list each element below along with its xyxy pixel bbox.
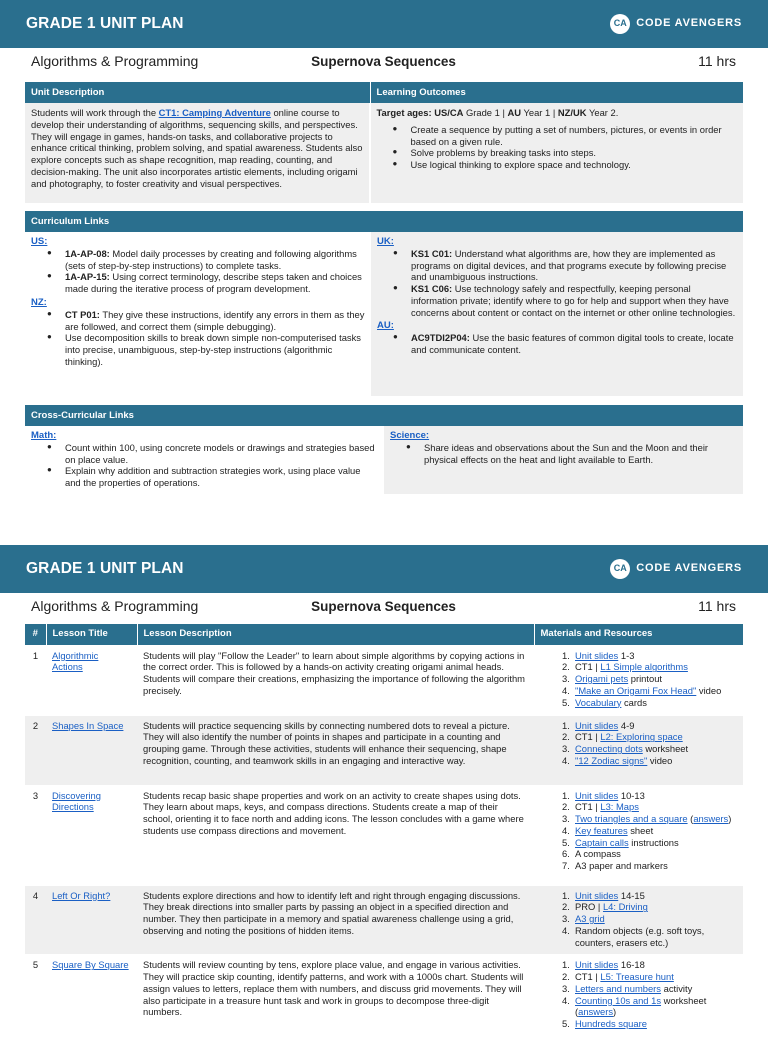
resource-text: instructions bbox=[628, 836, 679, 848]
lesson-description: Students will practice sequencing skills by connecting numbered dots to reveal a picture. They will also identify the number of points in shapes and participate in a counting and grouping game. Through these activities, students will enhance their sequencing, shape recognition, counting, and teamwork skills in an engaging and interactive way. bbox=[137, 715, 534, 785]
cross-curricular-body bbox=[25, 426, 743, 494]
lesson-materials bbox=[534, 885, 743, 955]
col-header-title: Lesson Title bbox=[46, 624, 137, 645]
learning-outcomes bbox=[371, 82, 743, 203]
list-item: ● KS1 C06: Use technology safely and respectfully, keeping personal information private; identify where to go for help and support when they have concerns about content or contact on the internet or other online technologies. bbox=[377, 283, 737, 318]
resource-link[interactable]: Unit slides bbox=[575, 789, 619, 801]
list-item: ● Solve problems by breaking tasks into steps. bbox=[377, 147, 737, 159]
list-item: ● Count within 100, using concrete models or drawings and strategies based on place value. bbox=[31, 442, 378, 466]
lesson-materials bbox=[534, 645, 743, 715]
unit-name: Supernova Sequences bbox=[311, 53, 456, 69]
resource-text: activity bbox=[661, 982, 693, 994]
page-header bbox=[0, 545, 768, 593]
brand-name: CODE AVENGERS bbox=[636, 562, 742, 575]
resource-link[interactable]: L2: Exploring space bbox=[600, 731, 683, 743]
lesson-materials bbox=[534, 715, 743, 785]
list-item: 3. Origami pets printout bbox=[562, 673, 663, 684]
unit-hours: 11 hrs bbox=[698, 598, 736, 615]
lesson-title-link[interactable]: Shapes In Space bbox=[52, 719, 124, 731]
target-ages: Target ages: US/CA Grade 1 | AU Year 1 | NZ/UK Year 2. bbox=[376, 107, 619, 118]
list-item: 3. A3 grid bbox=[562, 913, 605, 924]
resource-text: video bbox=[647, 754, 673, 766]
resource-link[interactable]: Connecting dots bbox=[575, 743, 643, 754]
science-label[interactable]: Science: bbox=[390, 430, 430, 441]
lesson-description: Students will play "Follow the Leader" to learn about simple algorithms by copying actions in the correct order. This is followed by a hands-on activity creating origami animal heads. Students will compare their creations, emphasizing the importance of following the algorithm precisely. bbox=[137, 645, 534, 715]
lesson-materials bbox=[534, 955, 743, 1045]
resource-link[interactable]: Unit slides bbox=[575, 889, 619, 901]
code-avengers-logo-icon: CA bbox=[610, 559, 630, 579]
resource-text: 10-13 bbox=[618, 789, 645, 801]
list-item: 5. Captain calls instructions bbox=[562, 836, 679, 848]
resource-text: 4-9 bbox=[618, 719, 635, 731]
brand-logo bbox=[610, 559, 742, 579]
resource-text: CT1 | bbox=[575, 731, 601, 743]
lesson-title-cell bbox=[46, 885, 137, 955]
lessons-table bbox=[25, 624, 744, 1045]
page-header bbox=[0, 0, 768, 48]
plan-title: GRADE 1 UNIT PLAN bbox=[26, 15, 184, 33]
resource-text: PRO | bbox=[575, 901, 603, 913]
lesson-title-link[interactable]: Left Or Right? bbox=[52, 889, 111, 901]
resource-link[interactable]: Letters and numbers bbox=[575, 982, 661, 994]
course-link[interactable]: CT1: Camping Adventure bbox=[158, 107, 271, 118]
lesson-number: 1 bbox=[25, 645, 46, 715]
resource-text: CT1 | bbox=[575, 801, 601, 813]
unit-name: Supernova Sequences bbox=[311, 598, 456, 614]
resource-text: 1-3 bbox=[618, 649, 635, 661]
list-item: ● Explain why addition and subtraction strategies work, using place value and the properties of operations. bbox=[31, 465, 378, 489]
page-2 bbox=[0, 545, 768, 1029]
list-item: 2. CT1 | L1 Simple algorithms bbox=[562, 661, 688, 673]
list-item: ● CT P01: They give these instructions, identify any errors in them as they are followed, and correct them (simple debugging). bbox=[31, 309, 365, 333]
overview-section bbox=[25, 82, 743, 203]
resource-text: Random objects (e.g. soft toys, counters, erasers etc.) bbox=[575, 924, 705, 948]
lesson-description: Students will review counting by tens, explore place value, and engage in various activities. They will practice skip counting, identify patterns, and work with a 1000s chart. Students will assign values to letters, replace them with numbers, and discuss grid movements. They will also participate in a treasure hunt task and work in groups to decompose three-digit numbers. bbox=[137, 955, 534, 1045]
resource-link[interactable]: Unit slides bbox=[575, 649, 619, 661]
nz-label[interactable]: NZ: bbox=[31, 296, 47, 308]
resource-link[interactable]: Counting 10s and 1s bbox=[575, 994, 662, 1006]
list-item: 3. Letters and numbers activity bbox=[562, 982, 693, 994]
col-header-number: # bbox=[25, 624, 46, 645]
resource-text: cards bbox=[621, 696, 647, 708]
list-item: ● Share ideas and observations about the Sun and the Moon and their physical effects on the heat and light available to Earth. bbox=[390, 442, 737, 466]
list-item: 1. Unit slides 14-15 bbox=[562, 889, 645, 901]
table-header-row bbox=[25, 624, 743, 645]
list-item: 4. Counting 10s and 1s worksheet (answers) bbox=[562, 994, 707, 1018]
list-item: 1. Unit slides 16-18 bbox=[562, 959, 645, 971]
list-item: 3. Connecting dots worksheet bbox=[562, 743, 689, 754]
resource-link[interactable]: Unit slides bbox=[575, 959, 619, 971]
col-header-description: Lesson Description bbox=[137, 624, 534, 645]
course-name: Algorithms & Programming bbox=[31, 53, 199, 70]
resource-text: A3 paper and markers bbox=[575, 860, 668, 871]
list-item: ● 1A-AP-15: Using correct terminology, describe steps taken and choices made during the iterative process of program development. bbox=[31, 271, 365, 295]
page-1 bbox=[0, 0, 768, 500]
lesson-number: 5 bbox=[25, 955, 46, 1045]
curriculum-uk-au bbox=[371, 232, 743, 396]
resource-text: worksheet bbox=[642, 743, 689, 754]
curriculum-links-heading: Curriculum Links bbox=[25, 211, 743, 232]
list-item: 4. Key features sheet bbox=[562, 824, 654, 836]
list-item: 7. A3 paper and markers bbox=[562, 860, 668, 871]
resource-text: ) bbox=[613, 1006, 617, 1018]
resource-link[interactable]: Captain calls bbox=[575, 836, 629, 848]
list-item: 6. A compass bbox=[562, 848, 621, 860]
list-item: 5. Hundreds square bbox=[562, 1018, 647, 1029]
brand-logo bbox=[610, 14, 742, 34]
curriculum-links-body bbox=[25, 232, 743, 396]
list-item: ● KS1 C01: Understand what algorithms are, how they are implemented as programs on digital devices, and that programs execute by following precise and unambiguous instructions. bbox=[377, 248, 737, 283]
resource-link[interactable]: A3 grid bbox=[575, 913, 605, 924]
lesson-materials bbox=[534, 785, 743, 885]
resource-link[interactable]: Vocabulary bbox=[575, 696, 622, 708]
lesson-title-cell bbox=[46, 955, 137, 1045]
us-label[interactable]: US: bbox=[31, 236, 48, 247]
resource-text: CT1 | bbox=[575, 971, 601, 982]
list-item: 4. Random objects (e.g. soft toys, counters, erasers etc.) bbox=[562, 924, 705, 948]
learning-outcomes-body bbox=[371, 103, 743, 203]
cross-curricular-links bbox=[25, 405, 743, 494]
curriculum-us-nz bbox=[25, 232, 371, 396]
lesson-number: 2 bbox=[25, 715, 46, 785]
resource-link[interactable]: Unit slides bbox=[575, 719, 619, 731]
list-item: ● Use decomposition skills to break down simple non-computerised tasks into precise, unambiguous, step-by-step instructions (algorithmic thinking). bbox=[31, 332, 365, 367]
resource-link[interactable]: L3: Maps bbox=[600, 801, 639, 813]
brand-name: CODE AVENGERS bbox=[636, 17, 742, 30]
resource-text: CT1 | bbox=[575, 661, 601, 673]
lesson-title-link[interactable]: Algorithmic Actions bbox=[52, 649, 99, 673]
unit-description-body: Students will work through the CT1: Camping Adventure online course to develop their understanding of algorithms, sequencing skills, and perspectives. They will engage in games, hands-on tasks, and collaborative projects to enhance critical thinking, problem solving, and spatial awareness. Students also explore concepts such as shape recognition, map reading, counting, and decision-making. The unit also incorporates artistic elements, including origami and photography, to foster creativity and visual perspectives. bbox=[25, 103, 370, 203]
resource-text: 16-18 bbox=[618, 959, 645, 971]
unit-hours: 11 hrs bbox=[698, 53, 736, 70]
resource-link[interactable]: L5: Treasure hunt bbox=[600, 971, 674, 982]
list-item: 1. Unit slides 1-3 bbox=[562, 649, 635, 661]
unit-subheader bbox=[0, 49, 768, 75]
lesson-description: Students recap basic shape properties and work on an activity to create shapes using dots. They learn about maps, keys, and compass directions. Students create a map of their school, orienting it to face north and adding icons. The lesson concludes with a game where students use compass directions and movement. bbox=[137, 785, 534, 885]
unit-description-heading: Unit Description bbox=[25, 82, 370, 103]
table-row bbox=[25, 955, 743, 1045]
uk-label[interactable]: UK: bbox=[377, 236, 394, 247]
learning-outcomes-heading: Learning Outcomes bbox=[371, 82, 743, 103]
resource-text: A compass bbox=[575, 848, 621, 860]
plan-title: GRADE 1 UNIT PLAN bbox=[26, 560, 184, 578]
course-name: Algorithms & Programming bbox=[31, 598, 199, 615]
cross-curricular-heading: Cross-Curricular Links bbox=[25, 405, 743, 426]
list-item: 4. "12 Zodiac signs" video bbox=[562, 754, 673, 766]
lesson-number: 3 bbox=[25, 785, 46, 885]
list-item: 1. Unit slides 10-13 bbox=[562, 789, 645, 801]
lesson-title-cell bbox=[46, 645, 137, 715]
resource-text: ( bbox=[687, 813, 694, 824]
resource-link[interactable]: Origami pets bbox=[575, 673, 629, 684]
unit-subheader bbox=[0, 594, 768, 620]
resource-link[interactable]: L1 Simple algorithms bbox=[600, 661, 688, 673]
list-item: 2. CT1 | L2: Exploring space bbox=[562, 731, 683, 743]
list-item: 2. CT1 | L3: Maps bbox=[562, 801, 639, 813]
resource-link[interactable]: Key features bbox=[575, 824, 628, 836]
list-item: 5. Vocabulary cards bbox=[562, 696, 647, 708]
lesson-title-cell bbox=[46, 785, 137, 885]
lesson-description: Students explore directions and how to identify left and right through engaging discussions. They break directions into smaller parts by passing an object in a specified direction and number. They then participate in a memory and spatial awareness challenge using a grid, observing and noting the positions of hidden items. bbox=[137, 885, 534, 955]
math-label[interactable]: Math: bbox=[31, 430, 57, 441]
list-item: 4. "Make an Origami Fox Head" video bbox=[562, 684, 722, 696]
au-label[interactable]: AU: bbox=[377, 320, 394, 332]
resource-text: ) bbox=[728, 813, 732, 824]
list-item: 2. PRO | L4: Driving bbox=[562, 901, 648, 913]
outcomes-list bbox=[377, 124, 737, 171]
science-links bbox=[384, 426, 743, 494]
code-avengers-logo-icon: CA bbox=[610, 14, 630, 34]
resource-text: sheet bbox=[627, 824, 654, 836]
list-item: ● AC9TDI2P04: Use the basic features of common digital tools to create, locate and communicate content. bbox=[377, 332, 737, 356]
resource-text: 14-15 bbox=[618, 889, 645, 901]
list-item: ● Use logical thinking to explore space and technology. bbox=[377, 159, 737, 171]
resource-link[interactable]: answers bbox=[578, 1006, 614, 1018]
resource-link[interactable]: "Make an Origami Fox Head" bbox=[575, 684, 697, 696]
resource-text: worksheet ( bbox=[575, 994, 707, 1018]
resource-link[interactable]: "12 Zodiac signs" bbox=[575, 754, 648, 766]
table-row bbox=[25, 645, 743, 715]
resource-link[interactable]: L4: Driving bbox=[602, 901, 648, 913]
curriculum-links bbox=[25, 211, 743, 396]
resource-link[interactable]: answers bbox=[693, 813, 729, 824]
math-links bbox=[25, 426, 384, 494]
list-item: 3. Two triangles and a square (answers) bbox=[562, 813, 732, 824]
resource-link[interactable]: Hundreds square bbox=[575, 1018, 647, 1029]
lesson-title-cell bbox=[46, 715, 137, 785]
resource-text: printout bbox=[628, 673, 663, 684]
list-item: ● 1A-AP-08: Model daily processes by creating and following algorithms (sets of step-by-step instructions) to complete tasks. bbox=[31, 248, 365, 272]
list-item: 2. CT1 | L5: Treasure hunt bbox=[562, 971, 674, 982]
table-row bbox=[25, 785, 743, 885]
lesson-title-link[interactable]: Discovering Directions bbox=[52, 789, 101, 813]
table-row bbox=[25, 715, 743, 785]
lesson-number: 4 bbox=[25, 885, 46, 955]
list-item: ● Create a sequence by putting a set of numbers, pictures, or events in order based on a given rule. bbox=[377, 124, 737, 148]
resource-text: video bbox=[696, 684, 722, 696]
lesson-title-link[interactable]: Square By Square bbox=[52, 959, 129, 971]
resource-link[interactable]: Two triangles and a square bbox=[575, 813, 688, 824]
unit-description bbox=[25, 82, 370, 203]
table-row bbox=[25, 885, 743, 955]
col-header-materials: Materials and Resources bbox=[534, 624, 743, 645]
list-item: 1. Unit slides 4-9 bbox=[562, 719, 635, 731]
